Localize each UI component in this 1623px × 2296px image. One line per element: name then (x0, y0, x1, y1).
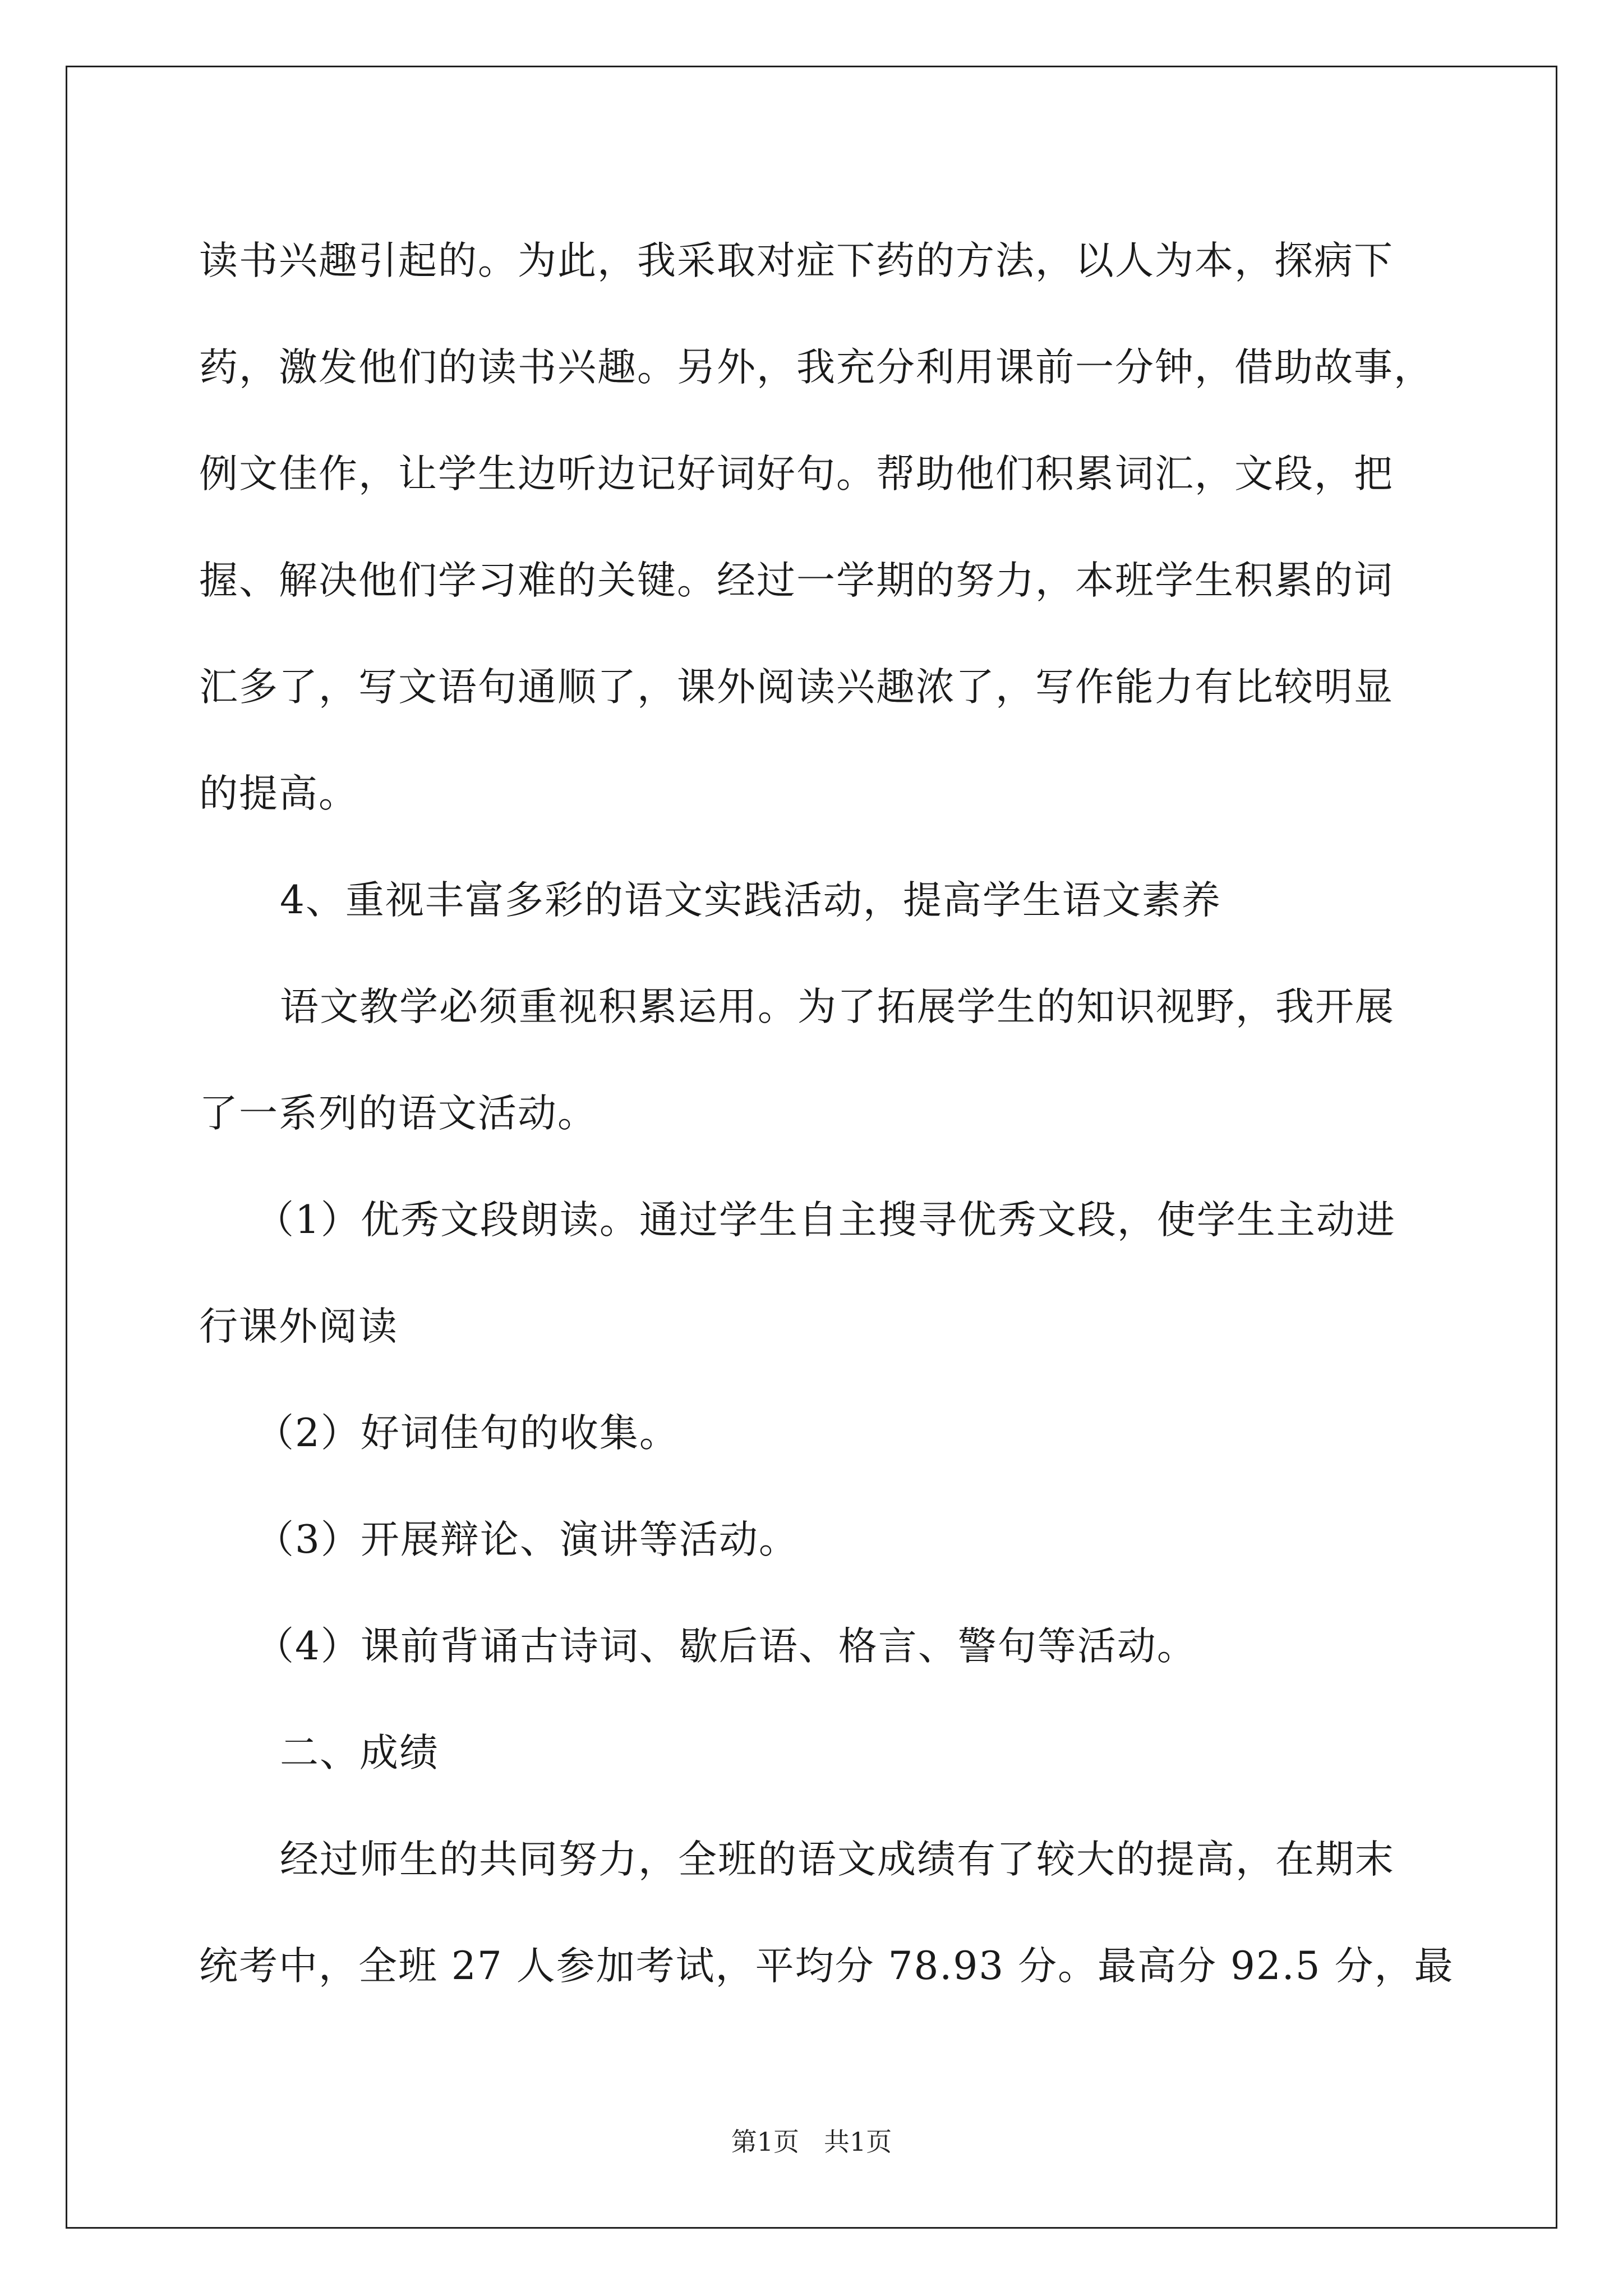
paragraph-line: 行课外阅读 (199, 1304, 398, 1349)
paragraph-line: 的提高。 (199, 771, 358, 816)
paragraph-line: 汇多了，写文语句通顺了，课外阅读兴趣浓了，写作能力有比较明显 (199, 665, 1394, 710)
list-item: （1）优秀文段朗读。通过学生自主搜寻优秀文段，使学生主动进 (255, 1198, 1396, 1243)
page-total: 共1页 (824, 2127, 892, 2157)
page-footer (0, 2125, 1623, 2159)
section-heading: 二、成绩 (280, 1731, 439, 1775)
paragraph-line: 语文教学必须重视积累运用。为了拓展学生的知识视野，我开展 (280, 984, 1395, 1029)
paragraph-line: 握、解决他们学习难的关键。经过一学期的努力，本班学生积累的词 (199, 558, 1394, 603)
paragraph-line: 药，激发他们的读书兴趣。另外，我充分利用课前一分钟，借助故事， (199, 345, 1433, 390)
paragraph-line: 经过师生的共同努力，全班的语文成绩有了较大的提高，在期末 (280, 1837, 1395, 1882)
section-heading: 4、重视丰富多彩的语文实践活动，提高学生语文素养 (280, 878, 1221, 923)
paragraph-line: 了一系列的语文活动。 (199, 1091, 597, 1136)
paragraph-line: 例文佳作，让学生边听边记好词好句。帮助他们积累词汇，文段，把 (199, 452, 1394, 496)
list-item: （2）好词佳句的收集。 (255, 1411, 679, 1456)
list-item: （3）开展辩论、演讲等活动。 (255, 1517, 799, 1562)
paragraph-line: 读书兴趣引起的。为此，我采取对症下药的方法，以人为本，探病下 (199, 238, 1394, 283)
document-body (199, 208, 1454, 2019)
list-item: （4）课前背诵古诗词、歇后语、格言、警句等活动。 (255, 1624, 1197, 1669)
page-number: 第1页 (731, 2127, 799, 2157)
paragraph-line: 统考中，全班 27 人参加考试，平均分 78.93 分。最高分 92.5 分，最 (199, 1944, 1454, 1989)
